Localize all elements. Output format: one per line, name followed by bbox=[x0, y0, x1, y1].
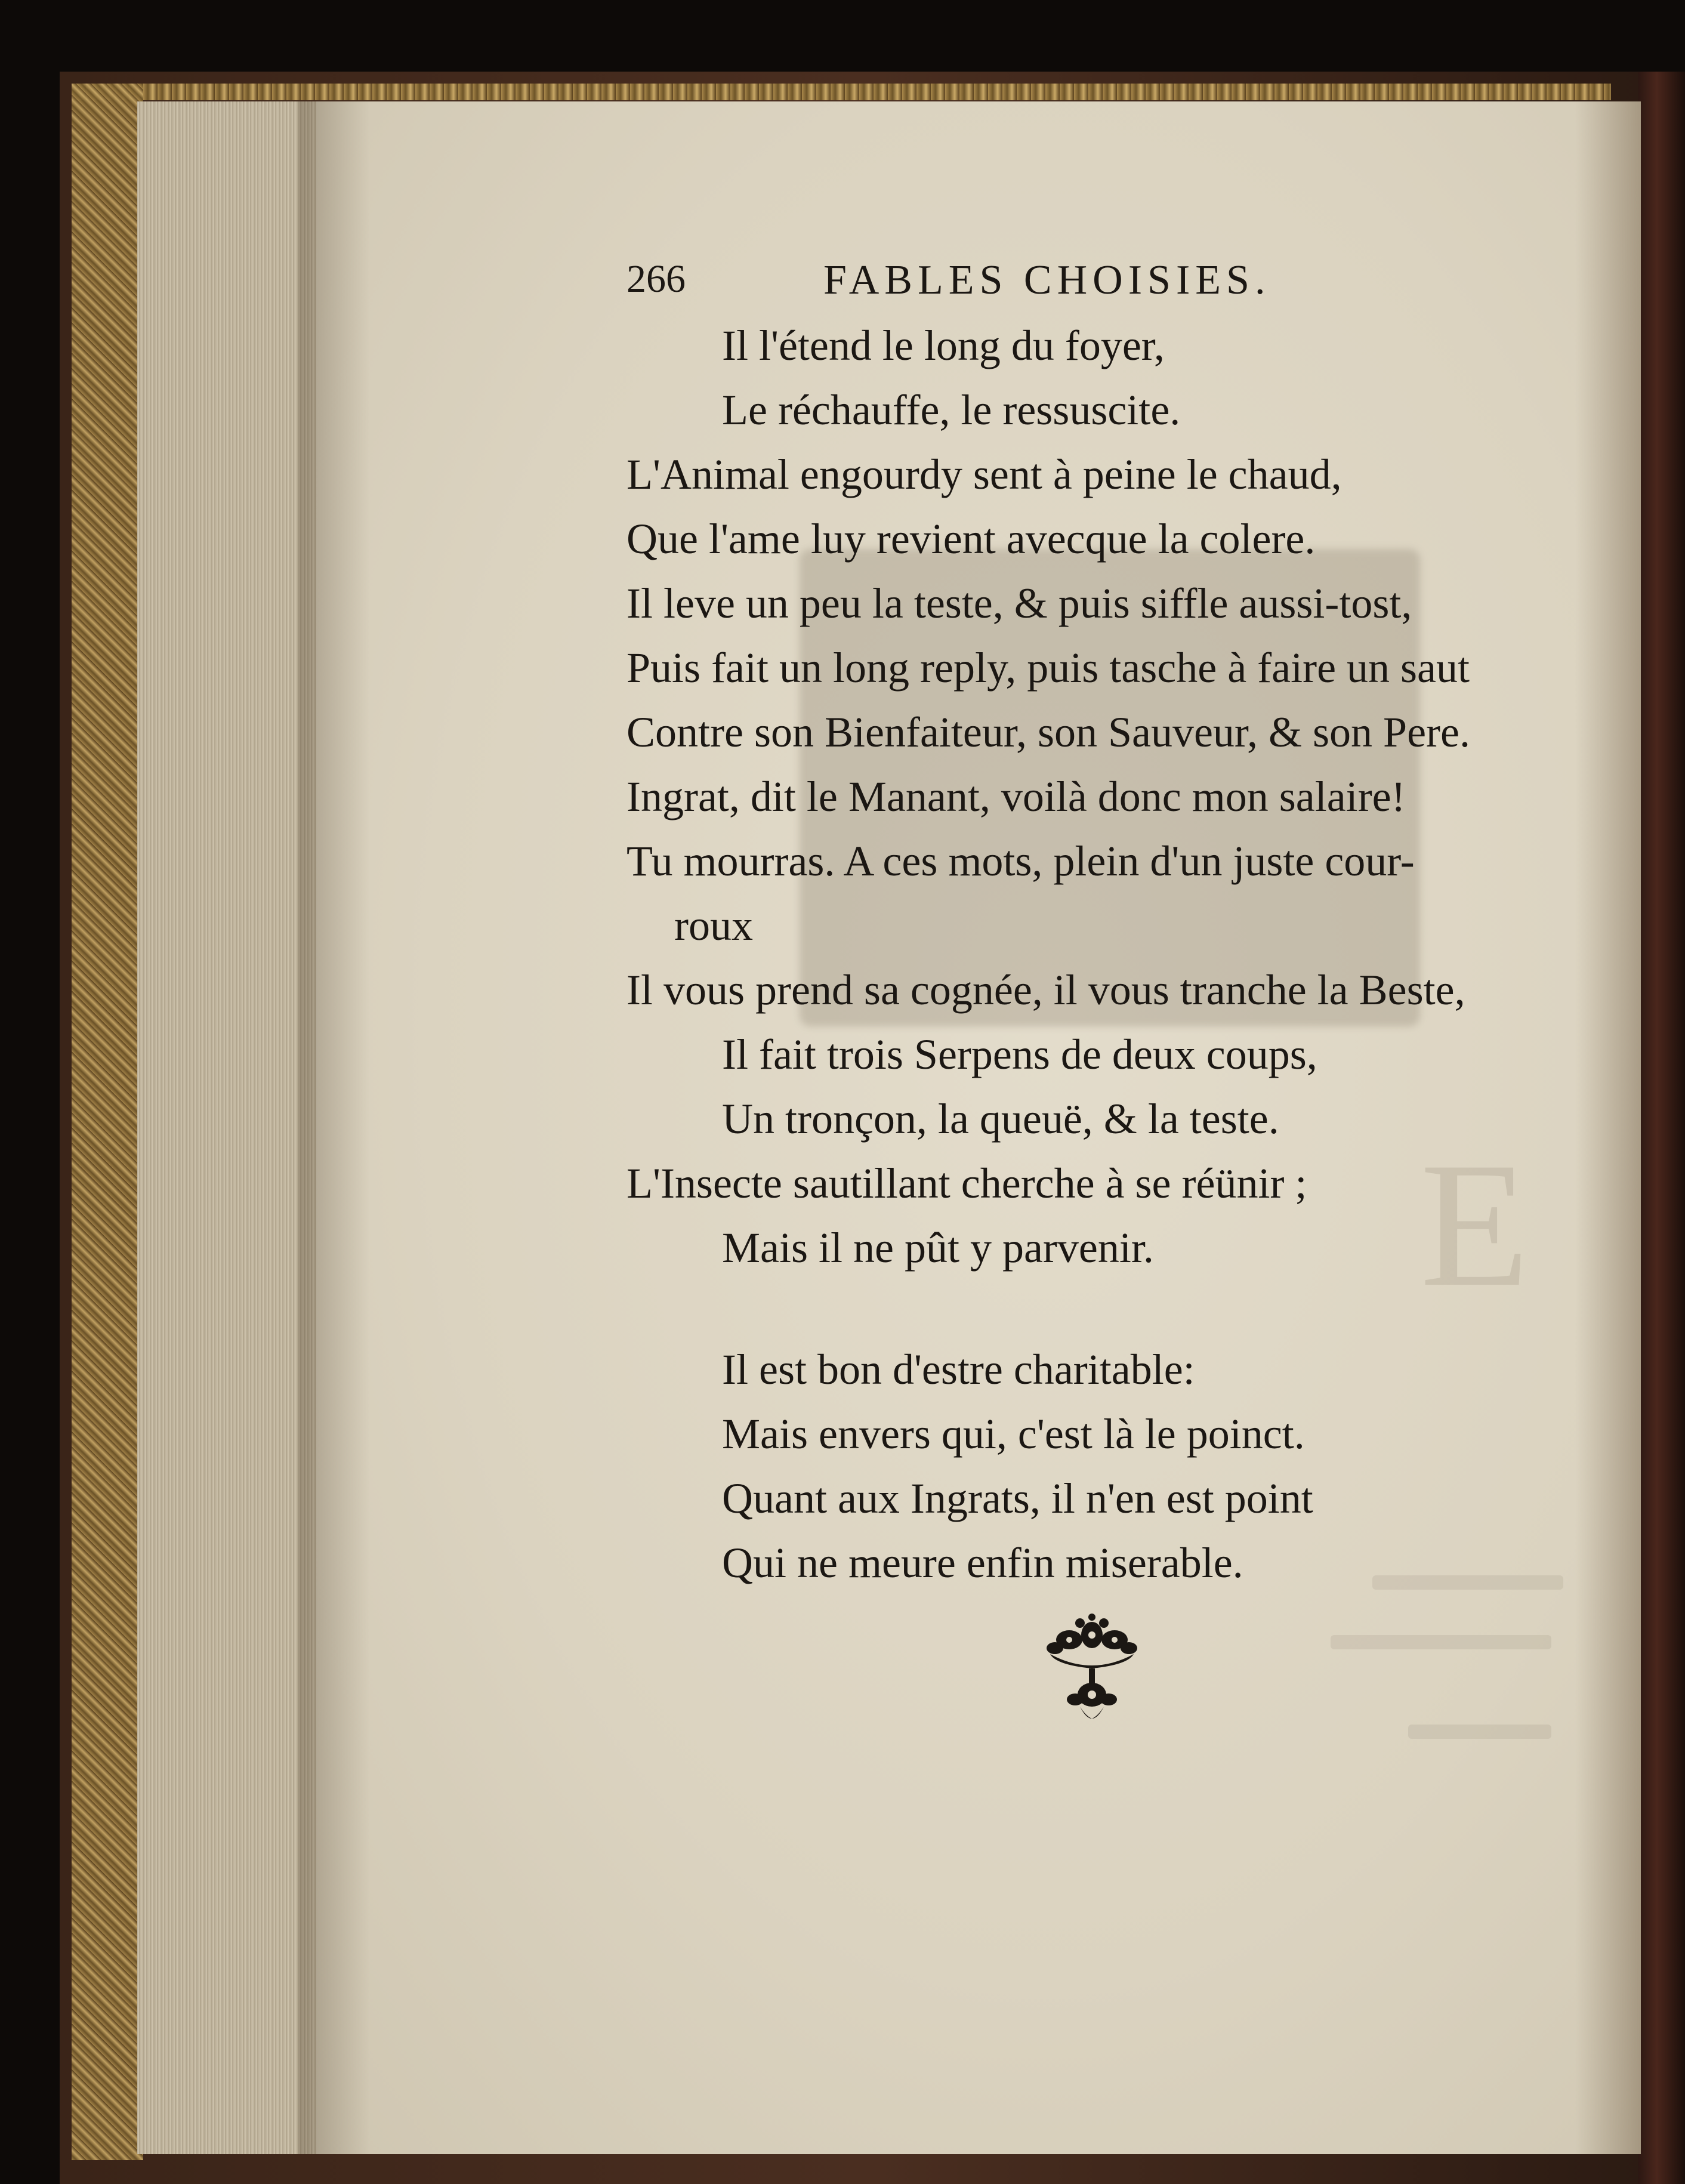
verse-text bbox=[627, 313, 1581, 1595]
verse-line-turnover: roux bbox=[674, 902, 753, 949]
verse-line: Il leve un peu la teste, & puis siffle aussi-tost, bbox=[627, 579, 1412, 627]
fleuron-ornament-icon bbox=[1038, 1611, 1146, 1730]
verse-line: Le réchauffe, le ressuscite. bbox=[722, 386, 1181, 434]
moral-line: Il est bon d'estre charitable: bbox=[722, 1346, 1195, 1393]
show-through-line bbox=[1331, 1635, 1551, 1649]
verse-line: Tu mourras. A ces mots, plein d'un juste cour- bbox=[627, 837, 1415, 885]
stanza-gap bbox=[627, 1280, 1581, 1337]
running-title: FABLES CHOISIES. bbox=[823, 257, 1271, 303]
verse-line: Un tronçon, la queuë, & la teste. bbox=[722, 1095, 1279, 1143]
verse-line: Il l'étend le long du foyer, bbox=[722, 322, 1165, 369]
show-through-line bbox=[1408, 1725, 1551, 1739]
page-shadow bbox=[298, 101, 370, 2154]
page-number: 266 bbox=[627, 257, 686, 301]
show-through-letter: E bbox=[1420, 1125, 1530, 1324]
page-header bbox=[627, 257, 1366, 316]
gilt-edge-left bbox=[72, 84, 143, 2160]
verse-line: Il vous prend sa cognée, il vous tranche la Beste, bbox=[627, 966, 1465, 1014]
moral-line: Qui ne meure enfin miserable. bbox=[722, 1539, 1243, 1587]
verse-line: Mais il ne pût y parvenir. bbox=[722, 1224, 1154, 1272]
verse-line: Ingrat, dit le Manant, voilà donc mon salaire! bbox=[627, 773, 1406, 820]
verse-line: Que l'ame luy revient avecque la colere. bbox=[627, 515, 1316, 563]
moral-line: Quant aux Ingrats, il n'en est point bbox=[722, 1474, 1313, 1522]
verse-line: L'Animal engourdy sent à peine le chaud, bbox=[627, 451, 1342, 498]
verse-line: L'Insecte sautillant cherche à se réünir ; bbox=[627, 1159, 1307, 1207]
verse-line: Puis fait un long reply, puis tasche à faire un saut bbox=[627, 644, 1470, 692]
page-gutter bbox=[1575, 101, 1641, 2154]
moral-line: Mais envers qui, c'est là le poinct. bbox=[722, 1410, 1305, 1458]
verse-line: Contre son Bienfaiteur, son Sauveur, & son Pere. bbox=[627, 708, 1470, 756]
gilt-edge-top bbox=[72, 84, 1611, 100]
page-block-edges bbox=[137, 101, 316, 2154]
verse-line: Il fait trois Serpens de deux coups, bbox=[722, 1031, 1317, 1078]
right-cover-board bbox=[1638, 72, 1685, 2184]
